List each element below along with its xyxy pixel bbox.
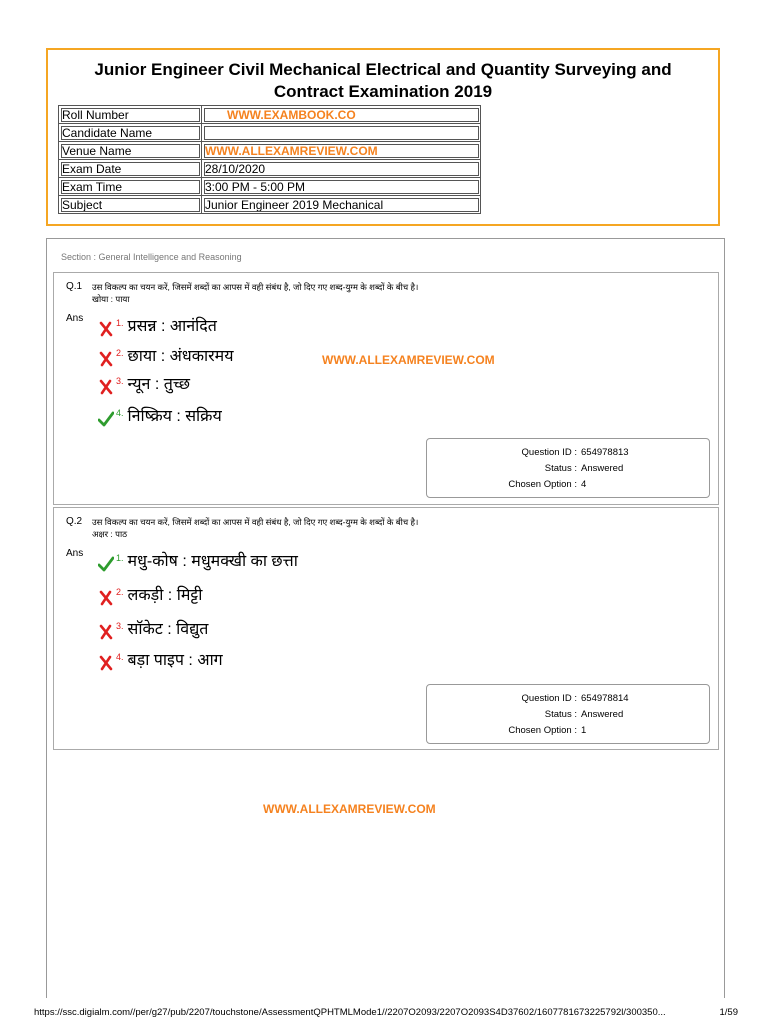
option-number: 4. (116, 408, 124, 418)
option-text: छाया : अंधकारमय (127, 348, 234, 365)
question-stem: उस विकल्प का चयन करें, जिसमें शब्दों का आपस में वही संबंध है, जो दिए गए शब्द-युग्म के शब्दों के बीच है। (92, 282, 419, 292)
meta-value: 4 (581, 479, 587, 490)
cross-icon (98, 590, 114, 606)
question-card-1 (53, 272, 719, 505)
option-text: निष्क्रिय : सक्रिय (127, 408, 222, 425)
info-row-candidate (59, 124, 481, 142)
cross-icon (98, 321, 114, 337)
info-value: 3:00 PM - 5:00 PM (202, 178, 481, 196)
option-text: बड़ा पाइप : आग (127, 652, 223, 669)
option-3 (98, 618, 208, 640)
watermark-exambook: WWW.EXAMBOOK.CO (227, 107, 356, 122)
option-text: सॉकेट : विद्युत (127, 621, 209, 638)
option-1 (98, 550, 298, 572)
option-number: 3. (116, 621, 124, 631)
cross-icon (98, 624, 114, 640)
option-2 (98, 345, 234, 367)
info-row-venue (59, 142, 481, 160)
option-text: मधु-कोष : मधुमक्खी का छत्ता (127, 553, 298, 570)
meta-key: Chosen Option : (508, 725, 577, 736)
question-number: Q.2 (66, 516, 83, 527)
watermark-allexamreview: WWW.ALLEXAMREVIEW.COM (205, 143, 378, 158)
info-label: Roll Number (59, 106, 202, 124)
cross-icon (98, 379, 114, 395)
ans-label: Ans (66, 548, 84, 559)
check-icon (98, 556, 114, 572)
info-row-date (59, 160, 481, 178)
info-label: Candidate Name (59, 124, 202, 142)
watermark-allexamreview: WWW.ALLEXAMREVIEW.COM (322, 353, 495, 367)
info-label: Venue Name (59, 142, 202, 160)
info-value (202, 106, 481, 124)
info-row-subject (59, 196, 481, 214)
option-number: 1. (116, 318, 124, 328)
meta-value: 1 (581, 725, 587, 736)
option-4 (98, 405, 222, 427)
meta-value: Answered (581, 709, 624, 720)
info-row-roll (59, 106, 481, 124)
question-pair: अक्षर : पाठ (92, 529, 128, 539)
option-number: 1. (116, 553, 124, 563)
info-value: Junior Engineer 2019 Mechanical (202, 196, 481, 214)
info-value: 28/10/2020 (202, 160, 481, 178)
question-text (92, 281, 418, 305)
info-value (202, 142, 481, 160)
info-value (202, 124, 481, 142)
question-meta-box (426, 438, 710, 498)
option-3 (98, 373, 190, 395)
option-number: 4. (116, 652, 124, 662)
question-area (46, 238, 725, 998)
meta-value: 654978814 (581, 693, 629, 704)
option-text: प्रसन्न : आनंदित (127, 318, 217, 335)
print-footer-url: https://ssc.digialm.com//per/g27/pub/2207/touchstone/AssessmentQPHTMLMode1//2207O2093/2207O2093S4D37602/1607781673225792l/300350... (34, 1007, 666, 1018)
question-text (92, 516, 418, 540)
question-number: Q.1 (66, 281, 83, 292)
exam-header-box (46, 48, 720, 226)
exam-title: Junior Engineer Civil Mechanical Electrical and Quantity Surveying and Contract Examination 2019 (94, 60, 672, 101)
cross-icon (98, 655, 114, 671)
question-stem: उस विकल्प का चयन करें, जिसमें शब्दों का आपस में वही संबंध है, जो दिए गए शब्द-युग्म के शब्दों के बीच है। (92, 517, 419, 527)
meta-key: Question ID : (521, 447, 577, 458)
info-label: Exam Date (59, 160, 202, 178)
check-icon (98, 411, 114, 427)
meta-key: Question ID : (521, 693, 577, 704)
option-4 (98, 649, 223, 671)
question-meta-box (426, 684, 710, 744)
option-number: 2. (116, 587, 124, 597)
ans-label: Ans (66, 313, 84, 324)
info-label: Subject (59, 196, 202, 214)
meta-key: Chosen Option : (508, 479, 577, 490)
option-2 (98, 584, 202, 606)
option-number: 2. (116, 348, 124, 358)
page-number: 1/59 (719, 1007, 738, 1018)
info-row-time (59, 178, 481, 196)
info-label: Exam Time (59, 178, 202, 196)
question-pair: खोया : पाया (92, 294, 130, 304)
section-label: Section : General Intelligence and Reasoning (61, 252, 242, 262)
option-text: लकड़ी : मिट्टी (127, 587, 203, 604)
option-text: न्यून : तुच्छ (127, 376, 190, 393)
meta-value: Answered (581, 463, 624, 474)
option-1 (98, 315, 217, 337)
cross-icon (98, 351, 114, 367)
meta-key: Status : (544, 709, 577, 720)
meta-key: Status : (544, 463, 577, 474)
watermark-allexamreview-bottom: WWW.ALLEXAMREVIEW.COM (263, 802, 436, 816)
question-card-2 (53, 507, 719, 750)
option-number: 3. (116, 376, 124, 386)
candidate-info-table (58, 105, 481, 214)
meta-value: 654978813 (581, 447, 629, 458)
